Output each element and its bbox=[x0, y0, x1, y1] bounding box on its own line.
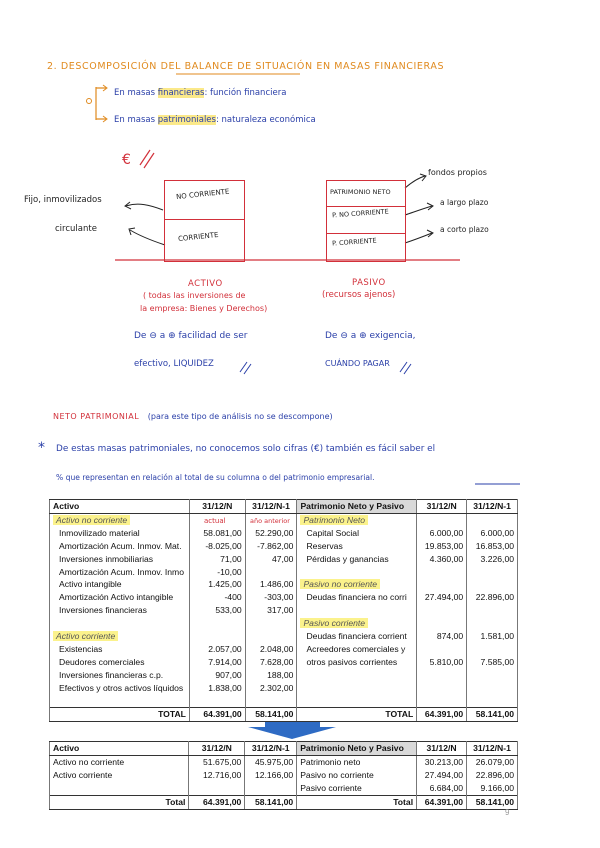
cell-value bbox=[467, 617, 518, 630]
column-header: 31/12/N-1 bbox=[467, 500, 518, 514]
table-row bbox=[50, 656, 518, 669]
annotation-anterior: año anterior bbox=[250, 517, 290, 525]
column-header: Activo bbox=[50, 742, 189, 756]
column-header: 31/12/N bbox=[417, 742, 467, 756]
cell-value bbox=[189, 695, 245, 708]
cell-value bbox=[417, 578, 467, 591]
cell-value: 1.838,00 bbox=[189, 682, 245, 695]
label-p-corriente: P. CORRIENTE bbox=[331, 236, 377, 248]
cell-value: 22.896,00 bbox=[467, 769, 518, 782]
cell-value: 2.057,00 bbox=[189, 643, 245, 656]
cell-value: 47,00 bbox=[245, 553, 297, 566]
section-title: DESCOMPOSICIÓN DEL BALANCE DE SITUACIÓN EN MASAS FINANCIERAS bbox=[60, 61, 445, 72]
cell-value: 1.581,00 bbox=[467, 630, 518, 643]
activo-order-1: De ⊖ a ⊕ facilidad de ser bbox=[134, 331, 248, 341]
cell-value: 533,00 bbox=[189, 604, 245, 617]
activo-subtitle-1: ( todas las inversiones de bbox=[143, 291, 246, 300]
cell-value: 1.486,00 bbox=[245, 578, 297, 591]
table-row bbox=[50, 604, 518, 617]
cell-value: 58.141,00 bbox=[245, 795, 297, 809]
table-header-row bbox=[50, 500, 518, 514]
cell-value bbox=[467, 695, 518, 708]
cell-value: 26.079,00 bbox=[467, 755, 518, 768]
cell-value: 16.853,00 bbox=[467, 540, 518, 553]
cell-value: 64.391,00 bbox=[189, 708, 245, 722]
column-header: 31/12/N-1 bbox=[467, 742, 518, 756]
cell-label: Deudas financiera corrient bbox=[297, 630, 417, 643]
table-row bbox=[50, 782, 518, 795]
cell-value: 58.141,00 bbox=[467, 708, 518, 722]
balance-table-summary bbox=[49, 741, 518, 810]
pasivo-order-2: CUÁNDO PAGAR bbox=[325, 359, 390, 368]
pasivo-order-1: De ⊖ a ⊕ exigencia, bbox=[325, 331, 416, 341]
cell-value: -303,00 bbox=[245, 591, 297, 604]
column-header: 31/12/N bbox=[189, 742, 245, 756]
note-line-2: % que representan en relación al total de su columna o del patrimonio empresarial. bbox=[56, 473, 375, 482]
cell-value bbox=[189, 782, 245, 795]
cell-label: Amortización Acum. Inmov. Mat. bbox=[50, 540, 190, 553]
cell-value: 58.141,00 bbox=[245, 708, 297, 722]
cell-value: 9.166,00 bbox=[467, 782, 518, 795]
list-item-financieras: En masas financieras: función financiera bbox=[114, 88, 287, 98]
table-row bbox=[50, 527, 518, 540]
activo-order-2: efectivo, LIQUIDEZ bbox=[134, 359, 214, 369]
cell-value: 12.716,00 bbox=[189, 769, 245, 782]
cell-value: 58.081,00 bbox=[189, 527, 245, 540]
table-row bbox=[50, 578, 518, 591]
neto-label: NETO PATRIMONIAL bbox=[53, 412, 140, 421]
activo-subtitle-2: la empresa: Bienes y Derechos) bbox=[140, 304, 268, 313]
cell-value bbox=[189, 630, 245, 643]
list-item-patrimoniales: En masas patrimoniales: naturaleza económica bbox=[114, 115, 316, 125]
cell-value bbox=[245, 782, 297, 795]
section-label-text: Activo corriente bbox=[53, 631, 118, 641]
cell-value: 64.391,00 bbox=[417, 708, 467, 722]
cell-value: 52.290,00 bbox=[245, 527, 297, 540]
cell-value bbox=[467, 682, 518, 695]
cell-value: 874,00 bbox=[417, 630, 467, 643]
activo-divider bbox=[164, 219, 245, 220]
cell-value: 58.141,00 bbox=[467, 795, 518, 809]
annotation-actual: actual bbox=[204, 517, 226, 525]
section-label bbox=[50, 630, 190, 643]
table-row bbox=[50, 695, 518, 708]
cell-label: Deudas financiera no corri bbox=[297, 591, 417, 604]
table-row bbox=[50, 591, 518, 604]
cell-value: 317,00 bbox=[245, 604, 297, 617]
cell-label bbox=[297, 604, 417, 617]
cell-label: Pasivo no corriente bbox=[297, 769, 417, 782]
cell-value: -10,00 bbox=[189, 566, 245, 579]
cell-value: 188,00 bbox=[245, 669, 297, 682]
cell-label: Acreedores comerciales y bbox=[297, 643, 417, 656]
cell-value: 30.213,00 bbox=[417, 755, 467, 768]
cell-value: 4.360,00 bbox=[417, 553, 467, 566]
cell-value bbox=[245, 566, 297, 579]
cell-value: 19.853,00 bbox=[417, 540, 467, 553]
cell-label: Amortización Acum. Inmov. Inmo bbox=[50, 566, 190, 579]
cell-value: 51.675,00 bbox=[189, 755, 245, 768]
column-header: 31/12/N bbox=[189, 500, 245, 514]
table-total-row bbox=[50, 708, 518, 722]
cell-label: Capital Social bbox=[297, 527, 417, 540]
section-label bbox=[297, 513, 417, 526]
table-row bbox=[50, 755, 518, 768]
pasivo-title: PASIVO bbox=[352, 278, 386, 288]
balance-table-detailed bbox=[49, 499, 518, 722]
cell-label: Total bbox=[50, 795, 189, 809]
table-row bbox=[50, 630, 518, 643]
cell-label bbox=[50, 782, 189, 795]
table-row bbox=[50, 682, 518, 695]
label-patrimonio-neto: PATRIMONIO NETO bbox=[330, 188, 391, 196]
cell-label: Activo intangible bbox=[50, 578, 190, 591]
cell-label bbox=[297, 682, 417, 695]
section-label bbox=[297, 578, 417, 591]
cell-value: 6.000,00 bbox=[467, 527, 518, 540]
cell-label: Pérdidas y ganancias bbox=[297, 553, 417, 566]
section-number: 2. bbox=[47, 61, 58, 72]
table-row bbox=[50, 669, 518, 682]
cell-value: 1.425,00 bbox=[189, 578, 245, 591]
cell-value bbox=[417, 617, 467, 630]
cell-value bbox=[189, 617, 245, 630]
cell-label: Existencias bbox=[50, 643, 190, 656]
table-row bbox=[50, 769, 518, 782]
section-label bbox=[297, 617, 417, 630]
cell-value: 27.494,00 bbox=[417, 769, 467, 782]
cell-value bbox=[417, 643, 467, 656]
pasivo-divider-2 bbox=[326, 233, 406, 234]
cell-value: 2.302,00 bbox=[245, 682, 297, 695]
page-number: 9 bbox=[505, 808, 510, 817]
cell-value bbox=[417, 682, 467, 695]
label-corriente: CORRIENTE bbox=[177, 230, 219, 244]
section-label-text: Activo no corriente bbox=[53, 515, 130, 525]
cell-value: 907,00 bbox=[189, 669, 245, 682]
cell-label: Inversiones financieras c.p. bbox=[50, 669, 190, 682]
cell-value: 71,00 bbox=[189, 553, 245, 566]
cell-label bbox=[50, 617, 190, 630]
cell-value: 7.914,00 bbox=[189, 656, 245, 669]
cell-label: Activo no corriente bbox=[50, 755, 189, 768]
cell-value bbox=[417, 695, 467, 708]
cell-label: Activo corriente bbox=[50, 769, 189, 782]
cell-label bbox=[297, 566, 417, 579]
cell-label: Total bbox=[297, 795, 417, 809]
cell-label: Inversiones inmobiliarias bbox=[50, 553, 190, 566]
section-label bbox=[50, 513, 190, 526]
cell-label: Inversiones financieras bbox=[50, 604, 190, 617]
table-row bbox=[50, 540, 518, 553]
cell-value bbox=[417, 604, 467, 617]
cell-value: 5.810,00 bbox=[417, 656, 467, 669]
label-circulante: circulante bbox=[55, 224, 97, 234]
cell-value: 64.391,00 bbox=[417, 795, 467, 809]
label-largo-plazo: a largo plazo bbox=[440, 198, 489, 207]
table-row bbox=[50, 566, 518, 579]
cell-value bbox=[467, 643, 518, 656]
note-line-1: De estas masas patrimoniales, no conocemos solo cifras (€) también es fácil saber el bbox=[56, 444, 436, 454]
cell-value: 27.494,00 bbox=[417, 591, 467, 604]
cell-value: -400 bbox=[189, 591, 245, 604]
label-p-no-corriente: P. NO CORRIENTE bbox=[331, 207, 389, 220]
cell-label bbox=[297, 669, 417, 682]
cell-label: TOTAL bbox=[297, 708, 417, 722]
table-total-row bbox=[50, 795, 518, 809]
cell-value bbox=[467, 604, 518, 617]
cell-label: Inmovilizado material bbox=[50, 527, 190, 540]
table-header-row bbox=[50, 742, 518, 756]
cell-value: -8.025,00 bbox=[189, 540, 245, 553]
cell-value bbox=[417, 513, 467, 526]
column-header: 31/12/N-1 bbox=[245, 742, 297, 756]
down-arrow-icon bbox=[248, 721, 336, 739]
cell-label: Deudores comerciales bbox=[50, 656, 190, 669]
cell-label bbox=[297, 695, 417, 708]
neto-text: (para este tipo de análisis no se descompone) bbox=[147, 412, 333, 421]
cell-value bbox=[245, 617, 297, 630]
cell-value: 45.975,00 bbox=[245, 755, 297, 768]
cell-label: Amortización Activo intangible bbox=[50, 591, 190, 604]
cell-value bbox=[245, 630, 297, 643]
cell-value: 6.000,00 bbox=[417, 527, 467, 540]
column-header: Patrimonio Neto y Pasivo bbox=[297, 500, 417, 514]
cell-value bbox=[417, 566, 467, 579]
cell-value: 3.226,00 bbox=[467, 553, 518, 566]
section-label-text: Patrimonio Neto bbox=[300, 515, 368, 525]
label-no-corriente: NO CORRIENTE bbox=[175, 187, 230, 202]
cell-value: 22.896,00 bbox=[467, 591, 518, 604]
cell-value bbox=[467, 566, 518, 579]
cell-value bbox=[245, 695, 297, 708]
cell-label: otros pasivos corrientes bbox=[297, 656, 417, 669]
euro-mark: € bbox=[122, 152, 131, 168]
cell-value: 7.628,00 bbox=[245, 656, 297, 669]
cell-value: 6.684,00 bbox=[417, 782, 467, 795]
cell-value: 12.166,00 bbox=[245, 769, 297, 782]
star-icon: * bbox=[38, 440, 45, 456]
section-label-text: Pasivo corriente bbox=[300, 618, 368, 628]
pasivo-subtitle: (recursos ajenos) bbox=[322, 290, 396, 300]
cell-value bbox=[467, 513, 518, 526]
table-row bbox=[50, 553, 518, 566]
cell-value: 7.585,00 bbox=[467, 656, 518, 669]
table-row bbox=[50, 643, 518, 656]
cell-value: 64.391,00 bbox=[189, 795, 245, 809]
column-header: Activo bbox=[50, 500, 190, 514]
neto-note bbox=[53, 412, 333, 421]
cell-label: Reservas bbox=[297, 540, 417, 553]
label-fondos-propios: fondos propios bbox=[428, 168, 487, 177]
cell-label: TOTAL bbox=[50, 708, 190, 722]
cell-value: -7.862,00 bbox=[245, 540, 297, 553]
cell-value: 2.048,00 bbox=[245, 643, 297, 656]
cell-value bbox=[467, 578, 518, 591]
label-fijo: Fijo, inmovilizados bbox=[24, 195, 102, 205]
cell-value bbox=[467, 669, 518, 682]
column-header: 31/12/N-1 bbox=[245, 500, 297, 514]
table-row bbox=[50, 617, 518, 630]
cell-label bbox=[50, 695, 190, 708]
cell-label: Efectivos y otros activos líquidos bbox=[50, 682, 190, 695]
section-label-text: Pasivo no corriente bbox=[300, 579, 380, 589]
label-corto-plazo: a corto plazo bbox=[440, 225, 489, 234]
cell-value bbox=[417, 669, 467, 682]
column-header: 31/12/N bbox=[417, 500, 467, 514]
cell-label: Patrimonio neto bbox=[297, 755, 417, 768]
column-header: Patrimonio Neto y Pasivo bbox=[297, 742, 417, 756]
cell-label: Pasivo corriente bbox=[297, 782, 417, 795]
activo-title: ACTIVO bbox=[188, 279, 223, 289]
